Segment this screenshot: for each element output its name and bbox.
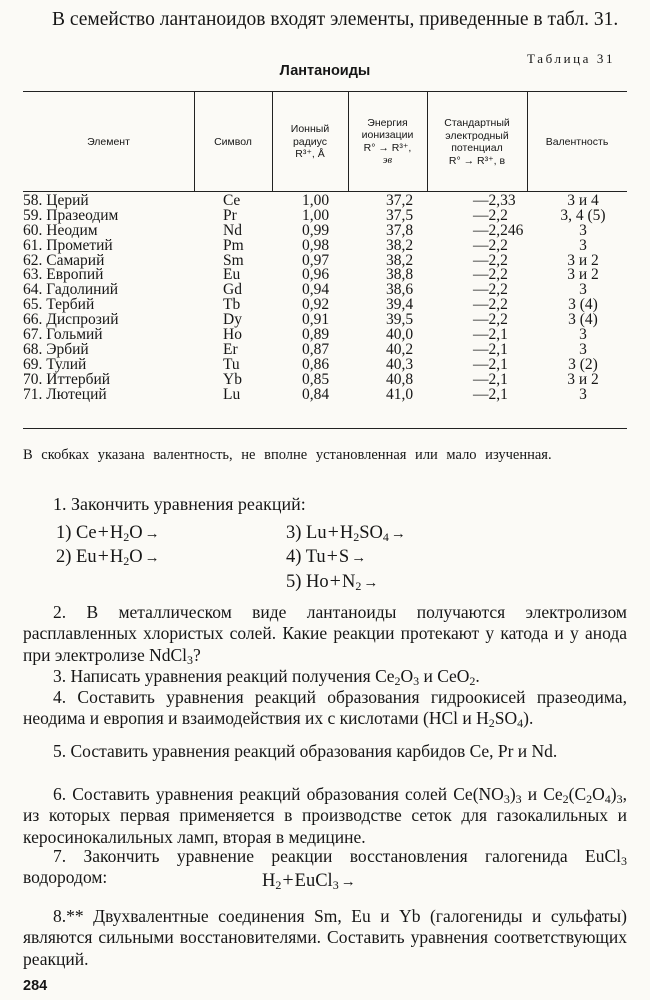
- cell-element: 71. Лютеций: [23, 385, 107, 403]
- cell-potential: —2,2: [473, 311, 508, 329]
- cell-symbol: Gd: [223, 281, 242, 299]
- cell-energy: 39,5: [386, 311, 414, 329]
- equation-2: 2) $Eu+H_2O$ →: [56, 545, 160, 568]
- header-element: Элемент: [87, 135, 130, 148]
- problem-7: 7. Закончить уравнение реакции восстановления галогенида EuCl$_3$ водородом:: [23, 846, 627, 888]
- cell-radius: 0,91: [302, 311, 330, 329]
- cell-energy: 40,2: [386, 340, 414, 358]
- cell-radius: 0,94: [302, 281, 330, 299]
- cell-symbol: Dy: [223, 311, 242, 329]
- equation-3: 3) $Lu+H_2SO_4$ →: [286, 521, 406, 544]
- cell-element: 58. Церий: [23, 192, 89, 209]
- cell-symbol: Tu: [223, 355, 240, 373]
- cell-element: 59. Празеодим: [23, 206, 119, 224]
- cell-energy: 37,8: [386, 221, 414, 239]
- cell-valence: 3 (4): [568, 296, 598, 314]
- cell-element: 61. Прометий: [23, 236, 113, 254]
- cell-valence: 3: [579, 385, 587, 403]
- cell-valence: 3: [579, 281, 587, 299]
- cell-energy: 37,5: [386, 206, 414, 224]
- cell-potential: —2,2: [473, 251, 508, 269]
- table-footnote: В скобках указана валентность, не вполне установленная или мало изученная.: [23, 447, 552, 463]
- cell-radius: 0,98: [302, 236, 330, 254]
- cell-symbol: Eu: [223, 266, 241, 284]
- cell-element: 69. Тулий: [23, 355, 87, 373]
- header-electrode-potential: Стандартный электродный потенциал R° → R³⁺, в: [444, 117, 510, 167]
- problem-6: 6. Составить уравнения реакций образования солей $Ce(NO_3)_3$ и $Ce_2(C_2O_4)_3$, из которых первая применяется в производстве сеток для газокалильных и керосинокалильных ламп, вторая в медицине.: [23, 784, 627, 847]
- cell-radius: 0,97: [302, 251, 330, 269]
- cell-element: 60. Неодим: [23, 221, 98, 239]
- cell-valence: 3: [579, 236, 587, 254]
- cell-energy: 38,2: [386, 251, 414, 269]
- cell-element: 70. Иттербий: [23, 370, 111, 388]
- cell-symbol: Nd: [223, 221, 242, 239]
- cell-valence: 3 и 2: [567, 370, 599, 388]
- problem-2: 2. В металлическом виде лантаноиды получаются электролизом расплавленных хлористых солей. Какие реакции протекают у катода и у анода при электролизе NdCl$_3$?: [23, 602, 627, 667]
- intro-sentence: В семейство лантаноидов входят элементы, приведенные в табл. 31.: [52, 9, 619, 30]
- cell-potential: —2,2: [473, 296, 508, 314]
- header-radius: Ионный радиус R³⁺, Å: [290, 123, 330, 161]
- cell-symbol: Lu: [223, 385, 241, 403]
- cell-valence: 3: [579, 326, 587, 344]
- cell-energy: 38,6: [386, 281, 414, 299]
- cell-symbol: Ce: [223, 192, 241, 209]
- cell-radius: 0,85: [302, 370, 330, 388]
- header-symbol: Символ: [214, 135, 252, 148]
- cell-potential: —2,1: [473, 370, 508, 388]
- cell-potential: —2,2: [473, 236, 508, 254]
- page-number: 284: [23, 978, 48, 994]
- cell-symbol: Pm: [223, 236, 244, 254]
- table-bottom-rule: [23, 428, 627, 429]
- cell-radius: 1,00: [302, 206, 330, 224]
- cell-element: 64. Гадолиний: [23, 281, 119, 299]
- cell-potential: —2,2: [473, 281, 508, 299]
- cell-valence: 3: [579, 221, 587, 239]
- problem-8: 8.** Двухвалентные соединения Sm, Eu и Yb (галогениды и сульфаты) являются сильными восстановителями. Составить уравнения соответствующих реакций.: [23, 906, 627, 969]
- cell-potential: —2,1: [473, 340, 508, 358]
- cell-potential: —2,1: [473, 355, 508, 373]
- cell-radius: 0,86: [302, 355, 330, 373]
- cell-symbol: Tb: [223, 296, 241, 314]
- cell-symbol: Er: [223, 340, 238, 358]
- cell-valence: 3 и 4: [567, 192, 599, 209]
- table-title: Лантаноиды: [279, 63, 371, 79]
- cell-energy: 41,0: [386, 385, 414, 403]
- cell-energy: 40,0: [386, 326, 414, 344]
- table-body: [23, 194, 627, 402]
- cell-radius: 0,87: [302, 340, 330, 358]
- cell-valence: 3 (4): [568, 311, 598, 329]
- cell-radius: 0,96: [302, 266, 330, 284]
- table-caption: Таблица 31: [527, 51, 616, 66]
- cell-valence: 3 и 2: [567, 251, 599, 269]
- cell-energy: 38,2: [386, 236, 414, 254]
- exercise-1-title: 1. Закончить уравнения реакций:: [53, 494, 306, 514]
- cell-element: 65. Тербий: [23, 296, 95, 314]
- problem-7-equation: $H_2+EuCl_3$ →: [262, 869, 356, 892]
- cell-symbol: Yb: [223, 370, 242, 388]
- header-valence: Валентность: [545, 135, 609, 148]
- table-row: [23, 385, 627, 403]
- cell-radius: 0,92: [302, 296, 330, 314]
- header-ionization-energy: Энергия ионизации R° → R³⁺, эв: [361, 116, 414, 166]
- cell-valence: 3 и 2: [567, 266, 599, 284]
- cell-energy: 39,4: [386, 296, 414, 314]
- cell-symbol: Pr: [223, 206, 237, 224]
- problem-5: 5. Составить уравнения реакций образования карбидов Ce, Pr и Nd.: [53, 741, 558, 761]
- cell-symbol: Ho: [223, 326, 242, 344]
- cell-element: 62. Самарий: [23, 251, 105, 269]
- cell-symbol: Sm: [223, 251, 244, 269]
- cell-radius: 0,99: [302, 221, 330, 239]
- cell-energy: 40,3: [386, 355, 414, 373]
- cell-energy: 37,2: [386, 192, 414, 209]
- problem-3: 3. Написать уравнения реакций получения $Ce_2O_3$ и CeO$_2$.: [53, 666, 480, 688]
- cell-potential: —2,246: [473, 221, 524, 239]
- cell-valence: 3, 4 (5): [560, 206, 606, 224]
- cell-valence: 3: [579, 340, 587, 358]
- cell-radius: 0,89: [302, 326, 330, 344]
- cell-element: 63. Европий: [23, 266, 104, 284]
- cell-valence: 3 (2): [568, 355, 598, 373]
- cell-radius: 1,00: [302, 192, 330, 209]
- cell-radius: 0,84: [302, 385, 330, 403]
- cell-element: 68. Эрбий: [23, 340, 89, 358]
- equation-4: 4) Tu+S →: [286, 545, 367, 567]
- cell-potential: —2,2: [473, 206, 508, 224]
- cell-energy: 40,8: [386, 370, 414, 388]
- cell-element: 67. Гольмий: [23, 326, 103, 344]
- cell-potential: —2,2: [473, 266, 508, 284]
- cell-potential: —2,1: [473, 326, 508, 344]
- cell-potential: —2,1: [473, 385, 508, 403]
- cell-element: 66. Диспрозий: [23, 311, 119, 329]
- cell-energy: 38,8: [386, 266, 414, 284]
- problem-4: 4. Составить уравнения реакций образования гидроокисей празеодима, неодима и европия и взаимодействия их с кислотами (HCl и $H_2SO_4$).: [23, 687, 627, 731]
- equation-1: 1) $Ce+H_2O$ →: [56, 521, 160, 544]
- equation-5: 5) $Ho+N_2$ →: [286, 570, 379, 593]
- cell-potential: —2,33: [473, 192, 516, 209]
